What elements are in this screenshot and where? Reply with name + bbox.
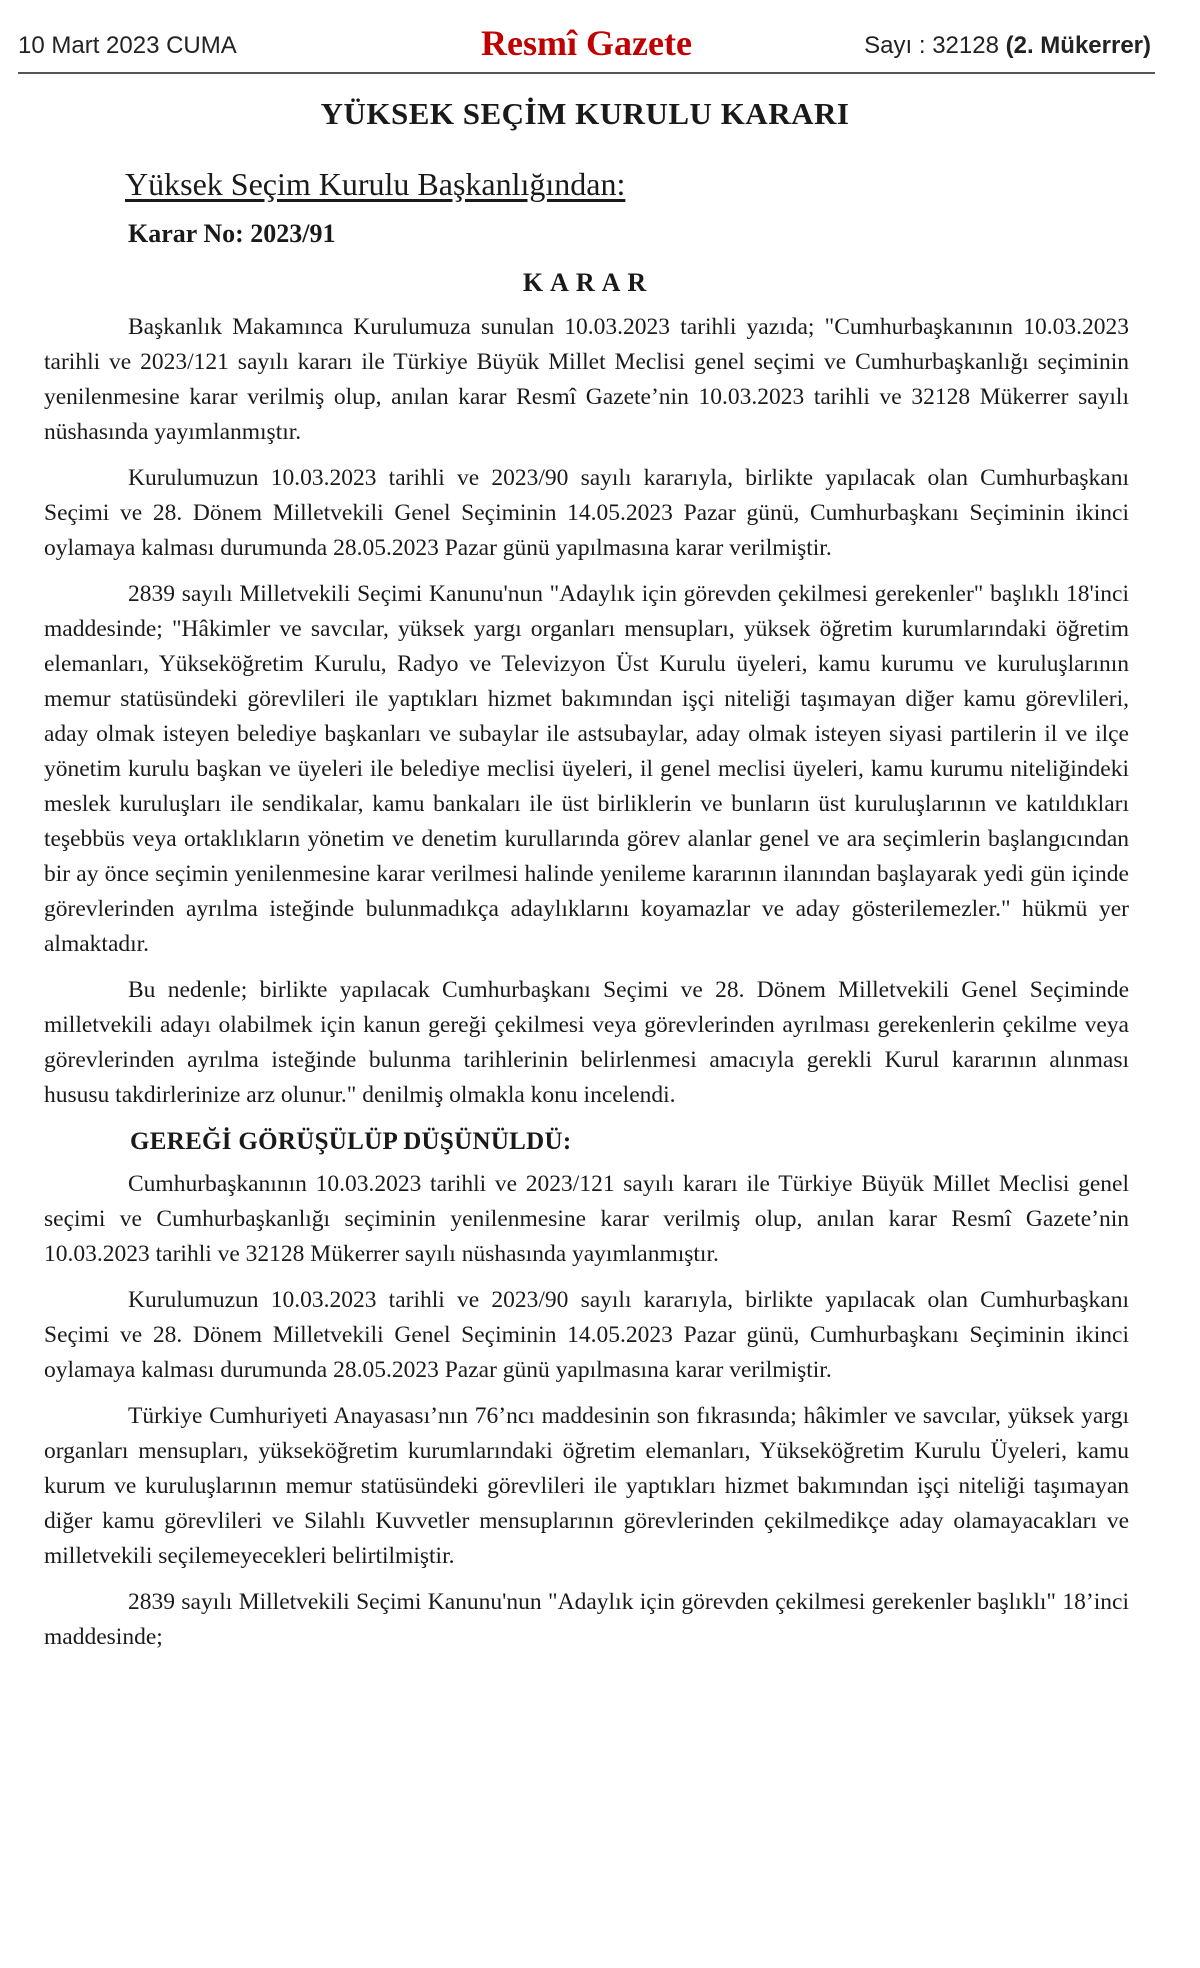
gazette-title: Resmî Gazete xyxy=(481,23,692,63)
issue-number-prefix: Sayı : 32128 xyxy=(864,32,1006,59)
paragraph-4: Bu nedenle; birlikte yapılacak Cumhurbaşkanı Seçimi ve 28. Dönem Milletvekili Genel Seçiminde milletvekili adayı olabilmek için kanun gereği çekilmesi veya görevlerinden ayrılması gerekenlerin çekilme veya görevlerinden ayrılma isteğinde bulunma tarihlerinin belirlenmesi amacıyla gerekli Kurul kararının alınması hususu takdirlerinize arz olunur." denilmiş olmakla konu incelendi. xyxy=(44,977,1129,1108)
issue-date: 10 Mart 2023 CUMA xyxy=(18,32,237,59)
paragraph-7: Türkiye Cumhuriyeti Anayasası’nın 76’ncı maddesinin son fıkrasında; hâkimler ve savcılar, yüksek yargı organları mensupları, yükseköğretim kurumlarındaki öğretim elemanları, Yükseköğretim Kurulu Üyeleri, kamu kurum ve kuruluşlarının memur statüsündeki görevlileri ile yaptıkları hizmet bakımından işçi niteliği taşımayan diğer kamu görevlileri ve Silahlı Kuvvetler mensuplarının görevlerinden çekilmedikçe aday olamayacakları ve milletvekili seçilemeyecekleri belirtilmiştir. xyxy=(44,1403,1129,1569)
paragraph-5: Cumhurbaşkanının 10.03.2023 tarihli ve 2023/121 sayılı kararı ile Türkiye Büyük Millet Meclisi genel seçimi ve Cumhurbaşkanlığı seçiminin yenilenmesine karar verilmiş olup, anılan karar Resmî Gazete’nin 10.03.2023 tarihli ve 32128 Mükerrer sayılı nüshasında yayımlanmıştır. xyxy=(44,1171,1129,1267)
gazette-header xyxy=(18,22,1155,74)
document-title: YÜKSEK SEÇİM KURULU KARARI xyxy=(320,96,850,131)
issue-number xyxy=(864,32,1151,60)
deliberation-subheading: GEREĞİ GÖRÜŞÜLÜP DÜŞÜNÜLDÜ: xyxy=(130,1128,572,1155)
paragraph-1: Başkanlık Makamınca Kurulumuza sunulan 10.03.2023 tarihli yazıda; "Cumhurbaşkanının 10.03.2023 tarihli ve 2023/121 sayılı kararı ile Türkiye Büyük Millet Meclisi genel seçimi ve Cumhurbaşkanlığı seçiminin yenilenmesine karar verilmiş olup, anılan karar Resmî Gazete’nin 10.03.2023 tarihli ve 32128 Mükerrer sayılı nüshasında yayımlanmıştır. xyxy=(44,314,1129,445)
decision-heading: KARAR xyxy=(522,268,654,297)
issuing-authority: Yüksek Seçim Kurulu Başkanlığından: xyxy=(125,166,626,202)
paragraph-6: Kurulumuzun 10.03.2023 tarihli ve 2023/90 sayılı kararıyla, birlikte yapılacak olan Cumhurbaşkanı Seçimi ve 28. Dönem Milletvekili Genel Seçiminin 14.05.2023 Pazar günü, Cumhurbaşkanı Seçiminin ikinci oylamaya kalması durumunda 28.05.2023 Pazar günü yapılmasına karar verilmiştir. xyxy=(44,1287,1129,1383)
paragraph-3: 2839 sayılı Milletvekili Seçimi Kanunu'nun "Adaylık için görevden çekilmesi gerekenler" başlıklı 18'inci maddesinde; "Hâkimler ve savcılar, yüksek yargı organları mensupları, yüksek öğretim kurumlarındaki öğretim elemanları, Yükseköğretim Kurulu, Radyo ve Televizyon Üst Kurulu üyeleri, kamu kurumu ve kuruluşlarının memur statüsündeki görevlileri ile yaptıkları hizmet bakımından işçi niteliği taşımayan diğer kamu görevlileri, aday olmak isteyen belediye başkanları ve subaylar ile astsubaylar, aday olmak isteyen siyasi partilerin il ve ilçe yönetim kurulu başkan ve üyeleri ile belediye meclisi üyeleri, il genel meclisi üyeleri, kamu kurumu niteliğindeki meslek kuruluşları ile sendikalar, kamu bankaları ile üst birliklerin ve bunların üst kuruluşlarının ve katıldıkları teşebbüs veya ortaklıkların yönetim ve denetim kurullarında görev alanlar genel ve ara seçimlerin başlangıcından bir ay önce seçimin yenilenmesine karar verilmesi halinde yenileme kararının ilanından başlayarak yedi gün içinde görevlerinden ayrılma isteğinde bulunmadıkça adaylıklarını koyamazlar ve aday gösterilemezler." hükmü yer almaktadır. xyxy=(44,581,1129,957)
paragraph-2: Kurulumuzun 10.03.2023 tarihli ve 2023/90 sayılı kararıyla, birlikte yapılacak olan Cumhurbaşkanı Seçimi ve 28. Dönem Milletvekili Genel Seçiminin 14.05.2023 Pazar günü, Cumhurbaşkanı Seçiminin ikinci oylamaya kalması durumunda 28.05.2023 Pazar günü yapılmasına karar verilmiştir. xyxy=(44,465,1129,561)
document-body xyxy=(44,310,1129,1655)
paragraph-8: 2839 sayılı Milletvekili Seçimi Kanunu'nun "Adaylık için görevden çekilmesi gerekenler başlıklı" 18’inci maddesinde; xyxy=(44,1589,1129,1650)
decision-number: Karar No: 2023/91 xyxy=(128,219,336,248)
issue-number-suffix: (2. Mükerrer) xyxy=(1005,32,1151,59)
